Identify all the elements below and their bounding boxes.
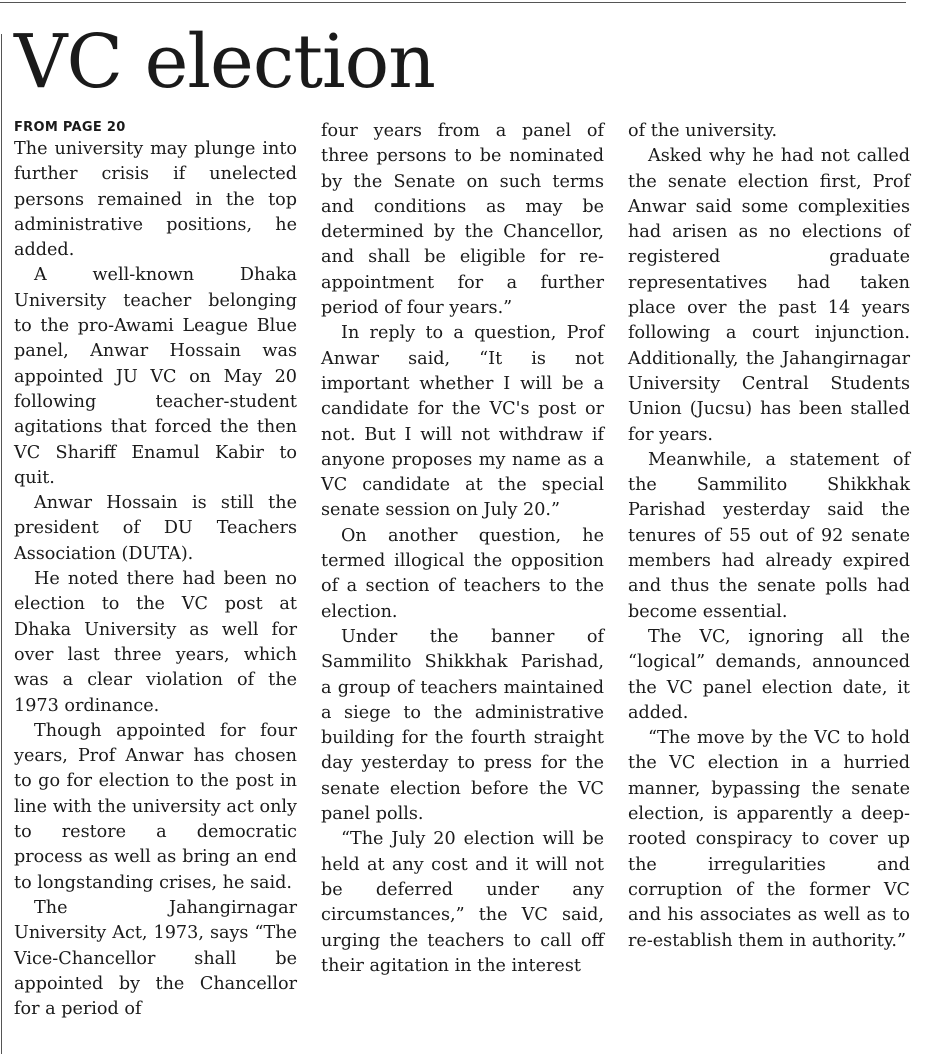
paragraph: four years from a panel of three persons to be nominated by the Senate on such terms and conditions as may be determined by the Chancellor, and shall be eligible for re-appointment for a further period of four years.”	[321, 121, 604, 319]
left-rule	[1, 34, 2, 1054]
paragraph: On another question, he termed illogical the opposition of a section of teachers to the election.	[321, 525, 604, 622]
paragraph: In reply to a question, Prof Anwar said, “It is not important whether I will be a candidate for the VC's post or not. But I will not withdraw if anyone proposes my name as a VC candidate at the special senate session on July 20.”	[321, 323, 604, 521]
paragraph: He noted there had been no election to the VC post at Dhaka University as well for over last three years, which was a clear violation of the 1973 ordinance.	[14, 569, 297, 716]
paragraph: Though appointed for four years, Prof Anwar has chosen to go for election to the post in line with the university act only to restore a democratic process as well as bring an end to longstanding crises, he said.	[14, 720, 297, 893]
article-column-3	[628, 119, 910, 954]
paragraph: Asked why he had not called the senate election first, Prof Anwar said some complexities had arisen as no elections of registered graduate representatives had taken place over the past 14 years following a court injunction. Additionally, the Jahangirnagar University Central Students Union (Jucsu) has been stalled for years.	[628, 146, 910, 445]
kicker: FROM PAGE 20	[14, 120, 126, 135]
paragraph: Under the banner of Sammilito Shikkhak Parishad, a group of teachers maintained a siege to the administrative building for the fourth straight day yesterday to press for the senate election before the VC panel polls.	[321, 626, 604, 825]
article-column-2	[321, 119, 604, 979]
paragraph: “The July 20 election will be held at any cost and it will not be deferred under any circumstances,” the VC said, urging the teachers to call off their agitation in the interest	[321, 829, 604, 976]
paragraph: “The move by the VC to hold the VC election in a hurried manner, bypassing the senate election, is apparently a deep-rooted conspiracy to cover up the irregularities and corruption of the former VC and his associates as well as to re-establish them in authority.”	[628, 728, 910, 951]
headline: VC election	[14, 19, 435, 105]
paragraph: The VC, ignoring all the “logical” demands, announced the VC panel election date, it added.	[628, 626, 910, 723]
paragraph: The university may plunge into further crisis if unelected persons remained in the top administrative positions, he added.	[14, 139, 297, 261]
paragraph: Meanwhile, a statement of the Sammilito Shikkhak Parishad yesterday said the tenures of 55 out of 92 senate members had already expired and thus the senate polls had become essential.	[628, 449, 910, 622]
paragraph: of the university.	[628, 121, 778, 141]
paragraph: A well-known Dhaka University teacher belonging to the pro-Awami League Blue panel, Anwar Hossain was appointed JU VC on May 20 following teacher-student agitations that forced the then VC Shariff Enamul Kabir to quit.	[14, 265, 297, 488]
paragraph: Anwar Hossain is still the president of DU Teachers Association (DUTA).	[14, 493, 297, 564]
paragraph: The Jahangirnagar University Act, 1973, says “The Vice-Chancellor shall be appointed by the Chancellor for a period of	[14, 897, 297, 1020]
top-rule	[0, 2, 906, 3]
article-column-1	[14, 119, 297, 1022]
